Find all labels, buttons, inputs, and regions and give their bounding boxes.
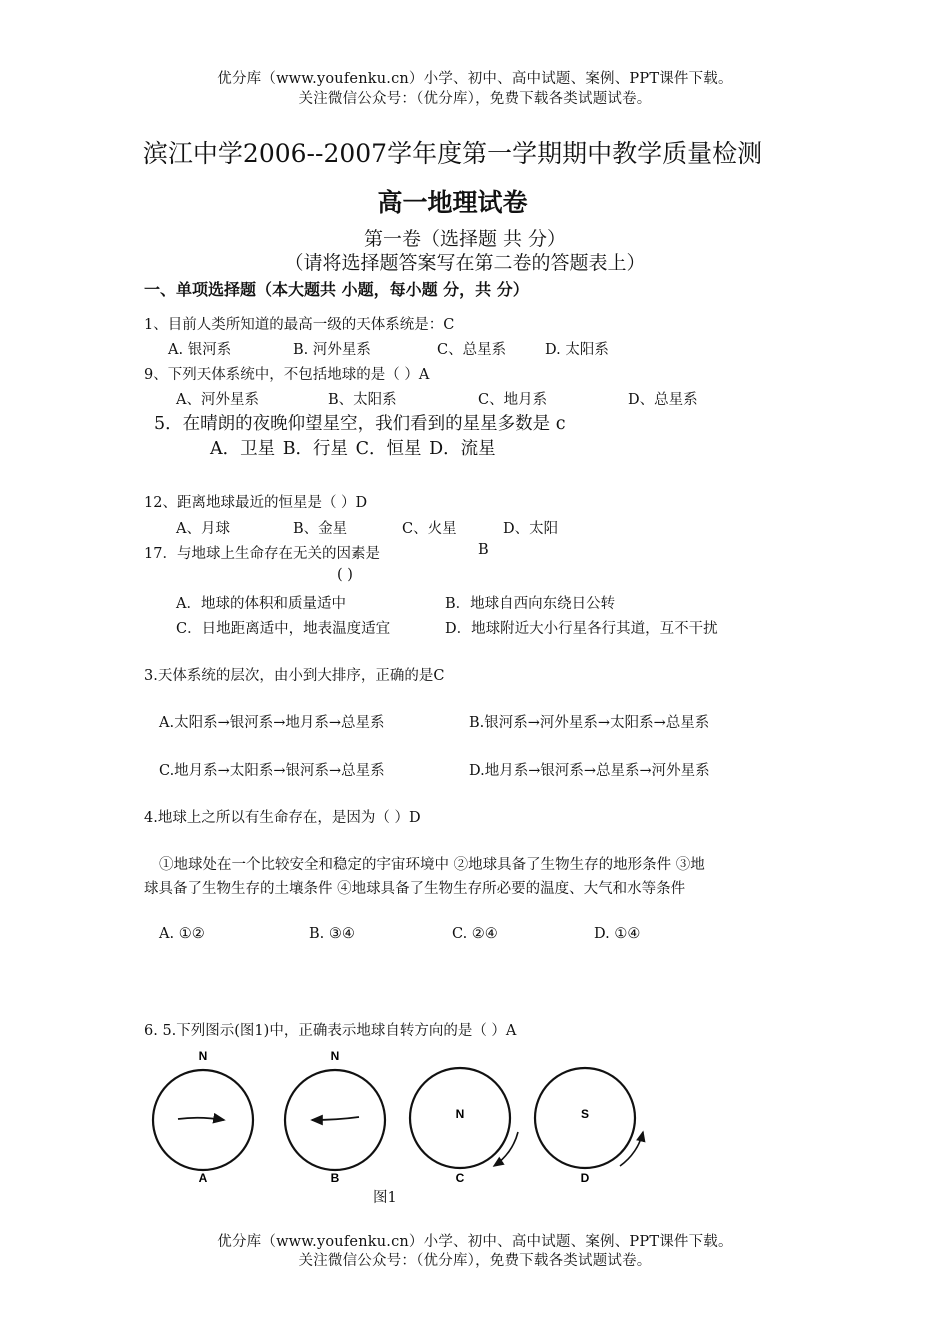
q17-stem: 17．与地球上生命存在无关的因素是 bbox=[144, 546, 380, 562]
header-line-2: 关注微信公众号：（优分库），免费下载各类试题试卷。 bbox=[298, 91, 652, 107]
q4-stem: 4.地球上之所以有生命存在，是因为（ ）D bbox=[144, 810, 421, 826]
q17-answer: B bbox=[478, 542, 489, 558]
q3-option-b: B.银河系→河外星系→太阳系→总星系 bbox=[469, 715, 710, 731]
circle-b-label: B bbox=[330, 1171, 340, 1185]
earth-rotation-figure bbox=[140, 1040, 660, 1190]
q4-option-d: D. ①④ bbox=[594, 926, 641, 942]
q1-option-c: C、总星系 bbox=[437, 342, 507, 358]
q12-option-c: C、火星 bbox=[402, 521, 457, 537]
section-heading: 一、单项选择题（本大题共 小题，每小题 分，共 分） bbox=[144, 280, 529, 299]
q3-option-a: A.太阳系→银河系→地月系→总星系 bbox=[159, 715, 385, 731]
q1-stem: 1、目前人类所知道的最高一级的天体系统是：C bbox=[144, 317, 455, 333]
q3-option-d: D.地月系→银河系→总星系→河外星系 bbox=[469, 763, 710, 779]
q4-statement-line-2: 球具备了生物生存的土壤条件 ④地球具备了生物生存所必要的温度、大气和水等条件 bbox=[144, 881, 686, 897]
q12-option-b: B、金星 bbox=[293, 521, 348, 537]
q17-option-b: B．地球自西向东绕日公转 bbox=[445, 596, 616, 612]
q4-option-c: C. ②④ bbox=[452, 926, 498, 942]
circle-b-north-label: N bbox=[330, 1049, 340, 1063]
instruction-line: （请将选择题答案写在第二卷的答题表上） bbox=[284, 252, 646, 274]
q1-option-b: B. 河外星系 bbox=[293, 342, 371, 358]
q4-statement-line-1: ①地球处在一个比较安全和稳定的宇宙环境中 ②地球具备了生物生存的地形条件 ③地 bbox=[159, 857, 705, 873]
circle-d-center-label: S bbox=[580, 1107, 590, 1121]
q9-stem: 9、下列天体系统中，不包括地球的是（ ）A bbox=[144, 367, 430, 383]
figure-circle-b bbox=[285, 1049, 385, 1185]
q1-option-a: A. 银河系 bbox=[168, 342, 232, 358]
exam-title: 滨江中学2006--2007学年度第一学期期中教学质量检测 bbox=[142, 139, 763, 168]
q17-option-c: C．日地距离适中，地表温度适宜 bbox=[176, 621, 391, 637]
figure-circle-d bbox=[535, 1068, 643, 1185]
q9-option-d: D、总星系 bbox=[628, 392, 698, 408]
figure-caption: 图1 bbox=[373, 1190, 397, 1206]
q12-stem: 12、距离地球最近的恒星是（ ）D bbox=[144, 495, 368, 511]
q5-stem: 5．在晴朗的夜晚仰望星空，我们看到的星星多数是 c bbox=[154, 414, 566, 434]
q1-option-d: D. 太阳系 bbox=[545, 342, 609, 358]
circle-d-label: D bbox=[580, 1171, 590, 1185]
q17-paren: ( ) bbox=[337, 567, 353, 583]
footer-line-2: 关注微信公众号：（优分库），免费下载各类试题试卷。 bbox=[298, 1253, 652, 1269]
q6-stem: 6. 5.下列图示(图1)中，正确表示地球自转方向的是（ ）A bbox=[144, 1023, 517, 1039]
figure-circle-c bbox=[410, 1068, 518, 1185]
q9-option-a: A、河外星系 bbox=[176, 392, 259, 408]
circle-c-label: C bbox=[455, 1171, 465, 1185]
footer-line-1: 优分库（www.youfenku.cn）小学、初中、高中试题、案例、PPT课件下载。 bbox=[217, 1234, 733, 1250]
q12-option-d: D、太阳 bbox=[503, 521, 559, 537]
volume-heading: 第一卷（选择题 共 分） bbox=[363, 228, 567, 250]
circle-c-center-label: N bbox=[455, 1107, 465, 1121]
q17-option-d: D．地球附近大小行星各行其道，互不干扰 bbox=[445, 621, 718, 637]
q4-option-b: B. ③④ bbox=[309, 926, 355, 942]
q4-option-a: A. ①② bbox=[159, 926, 205, 942]
q5-options: A．卫星 B．行星 C．恒星 D．流星 bbox=[210, 439, 496, 459]
q17-option-a: A．地球的体积和质量适中 bbox=[176, 596, 346, 612]
q9-option-b: B、太阳系 bbox=[328, 392, 397, 408]
circle-a-label: A bbox=[198, 1171, 208, 1185]
exam-subtitle: 高一地理试卷 bbox=[377, 188, 528, 217]
header-line-1: 优分库（www.youfenku.cn）小学、初中、高中试题、案例、PPT课件下载。 bbox=[217, 71, 733, 87]
q9-option-c: C、地月系 bbox=[478, 392, 548, 408]
q3-stem: 3.天体系统的层次，由小到大排序，正确的是C bbox=[144, 668, 445, 684]
circle-b-rotation-arrow bbox=[312, 1117, 359, 1120]
circle-a-north-label: N bbox=[198, 1049, 208, 1063]
figure-circle-a bbox=[153, 1049, 253, 1185]
q3-option-c: C.地月系→太阳系→银河系→总星系 bbox=[159, 763, 385, 779]
circle-a-rotation-arrow bbox=[178, 1118, 224, 1120]
q12-option-a: A、月球 bbox=[176, 521, 230, 537]
